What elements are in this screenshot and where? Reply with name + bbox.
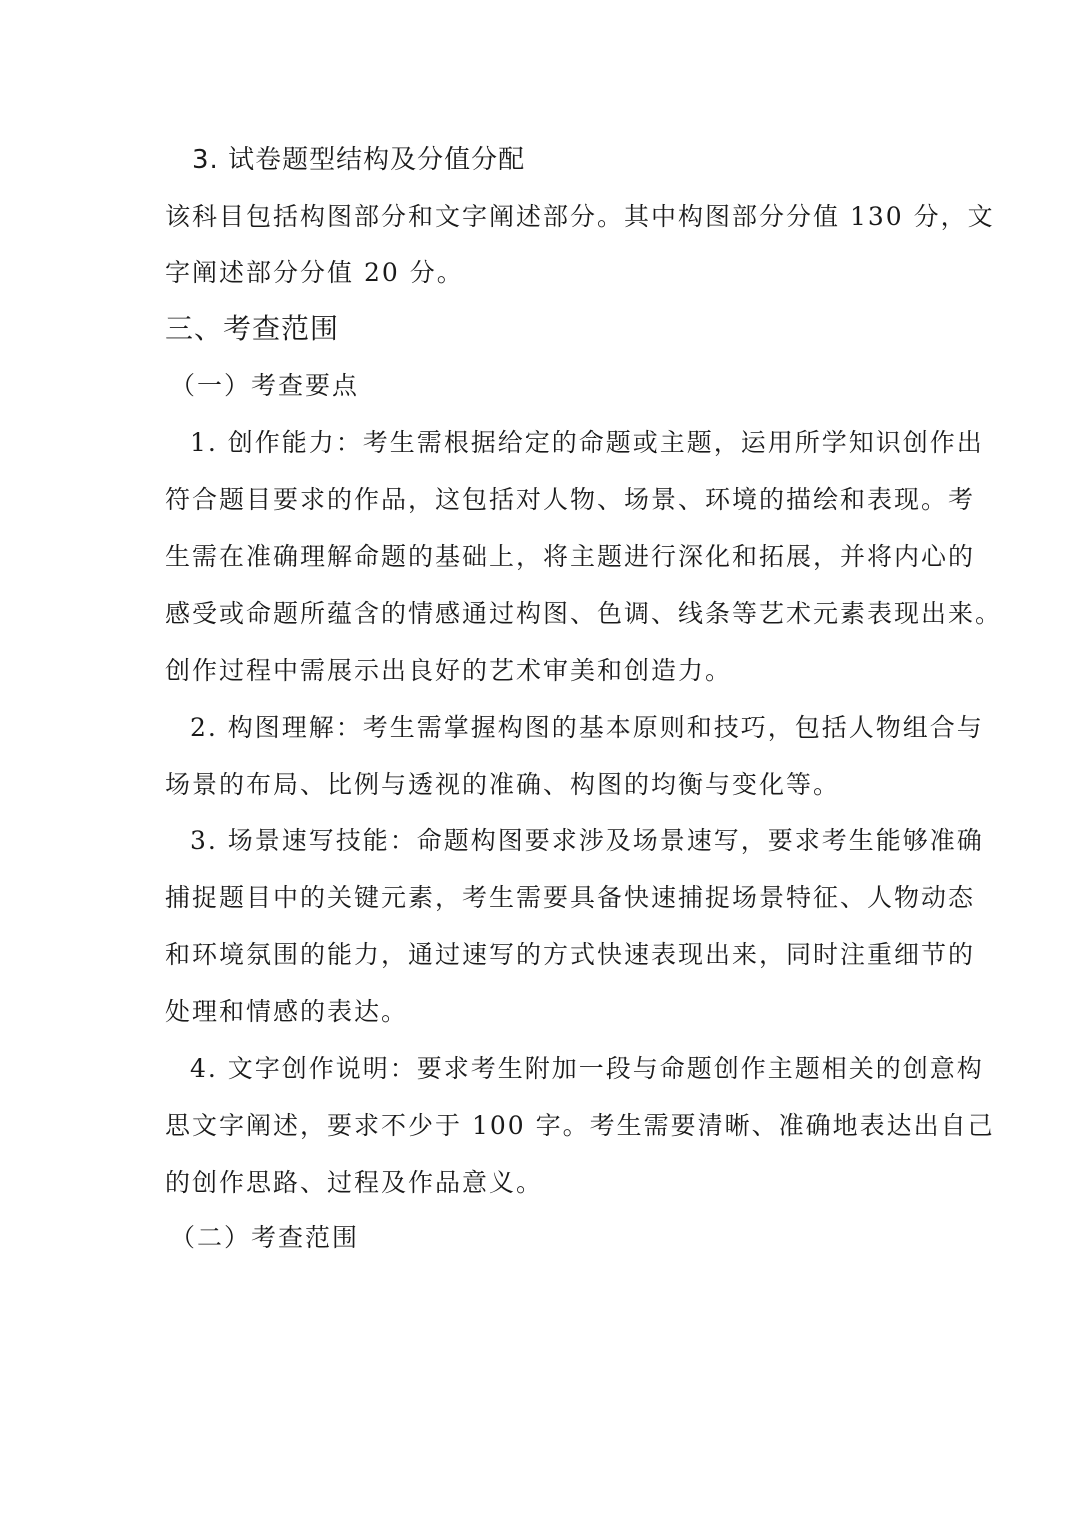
paragraph-line: 4. 文字创作说明：要求考生附加一段与命题创作主题相关的创意构 bbox=[190, 1054, 984, 1083]
subsection-heading-scope: （二）考查范围 bbox=[170, 1223, 360, 1252]
paragraph-line: 感受或命题所蕴含的情感通过构图、色调、线条等艺术元素表现出来。 bbox=[165, 599, 1003, 628]
chapter-heading: 三、考查范围 bbox=[165, 312, 340, 345]
section-heading-paper-structure: 3. 试卷题型结构及分值分配 bbox=[192, 145, 526, 175]
paragraph-line: 捕捉题目中的关键元素，考生需要具备快速捕捉场景特征、人物动态 bbox=[165, 883, 976, 912]
paragraph-line: 处理和情感的表达。 bbox=[165, 997, 409, 1026]
paragraph-line: 场景的布局、比例与透视的准确、构图的均衡与变化等。 bbox=[165, 770, 841, 799]
paragraph-line: 2. 构图理解：考生需掌握构图的基本原则和技巧，包括人物组合与 bbox=[190, 713, 984, 742]
paragraph-line: 1. 创作能力：考生需根据给定的命题或主题，运用所学知识创作出 bbox=[190, 428, 984, 457]
paragraph-line: 符合题目要求的作品，这包括对人物、场景、环境的描绘和表现。考 bbox=[165, 485, 976, 514]
paragraph-line: 的创作思路、过程及作品意义。 bbox=[165, 1168, 544, 1197]
subsection-heading-key-points: （一）考查要点 bbox=[170, 371, 360, 400]
paragraph-line: 该科目包括构图部分和文字阐述部分。其中构图部分分值 130 分，文 bbox=[165, 202, 995, 231]
paragraph-line: 生需在准确理解命题的基础上，将主题进行深化和拓展，并将内心的 bbox=[165, 542, 976, 571]
paragraph-line: 思文字阐述，要求不少于 100 字。考生需要清晰、准确地表达出自己 bbox=[165, 1111, 995, 1140]
paragraph-line: 字阐述部分分值 20 分。 bbox=[165, 258, 464, 287]
paragraph-line: 和环境氛围的能力，通过速写的方式快速表现出来，同时注重细节的 bbox=[165, 940, 976, 969]
paragraph-line: 3. 场景速写技能：命题构图要求涉及场景速写，要求考生能够准确 bbox=[190, 826, 984, 855]
paragraph-line: 创作过程中需展示出良好的艺术审美和创造力。 bbox=[165, 656, 733, 685]
